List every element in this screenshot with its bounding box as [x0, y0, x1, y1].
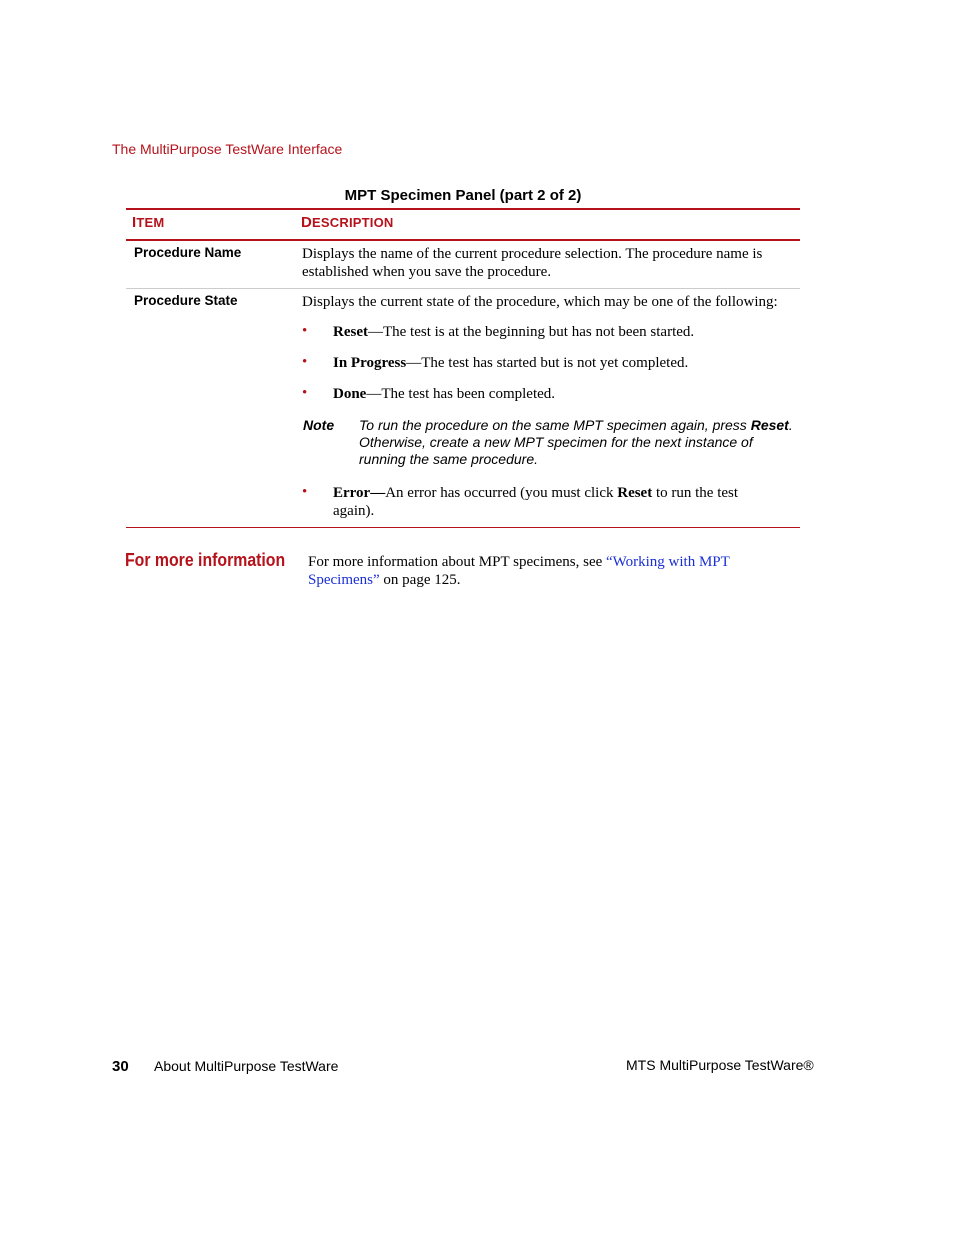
column-header-item: ITEM — [132, 214, 165, 231]
table-caption: MPT Specimen Panel (part 2 of 2) — [344, 187, 582, 204]
bullet-marker: • — [302, 484, 308, 500]
more-info-text: For more information about MPT specimens, see “Working with MPT Specimens” on page 125. — [308, 554, 730, 588]
bullet-in-progress: In Progress—The test has started but is not yet completed. — [333, 355, 689, 371]
row-desc-procedure-name: Displays the name of the current procedure selection. The procedure name is established when you save the procedure. — [302, 246, 763, 280]
running-head: The MultiPurpose TestWare Interface — [112, 141, 343, 157]
page-number: 30 — [112, 1058, 129, 1075]
header-bottom-rule — [126, 239, 800, 241]
table-bottom-rule — [126, 527, 800, 528]
bullet-marker: • — [302, 354, 308, 370]
working-with-mpt-specimens-link[interactable]: “Working with MPT — [606, 554, 730, 570]
bullet-reset: Reset—The test is at the beginning but has not been started. — [333, 324, 695, 340]
bullet-marker: • — [302, 385, 308, 401]
row-item-procedure-name: Procedure Name — [134, 245, 242, 260]
bullet-error: Error—An error has occurred (you must click Reset to run the test again). — [333, 485, 739, 519]
row-divider — [126, 288, 800, 289]
footer-section-title: About MultiPurpose TestWare — [154, 1058, 339, 1074]
column-header-description: DESCRIPTION — [301, 214, 394, 231]
bullet-marker: • — [302, 323, 308, 339]
row-desc-procedure-state: Displays the current state of the procedure, which may be one of the following: — [302, 294, 778, 310]
more-info-heading: For more information — [125, 550, 286, 570]
table-top-rule — [126, 208, 800, 210]
working-with-mpt-specimens-link-cont[interactable]: Specimens” — [308, 572, 380, 588]
row-item-procedure-state: Procedure State — [134, 293, 238, 308]
footer-product-name: MTS MultiPurpose TestWare® — [626, 1057, 814, 1073]
bullet-done: Done—The test has been completed. — [333, 386, 556, 402]
note-text: To run the procedure on the same MPT specimen again, press Reset. Otherwise, create a new MPT specimen for the next instance of running the same procedure. — [359, 417, 793, 467]
note-label: Note — [303, 417, 335, 433]
